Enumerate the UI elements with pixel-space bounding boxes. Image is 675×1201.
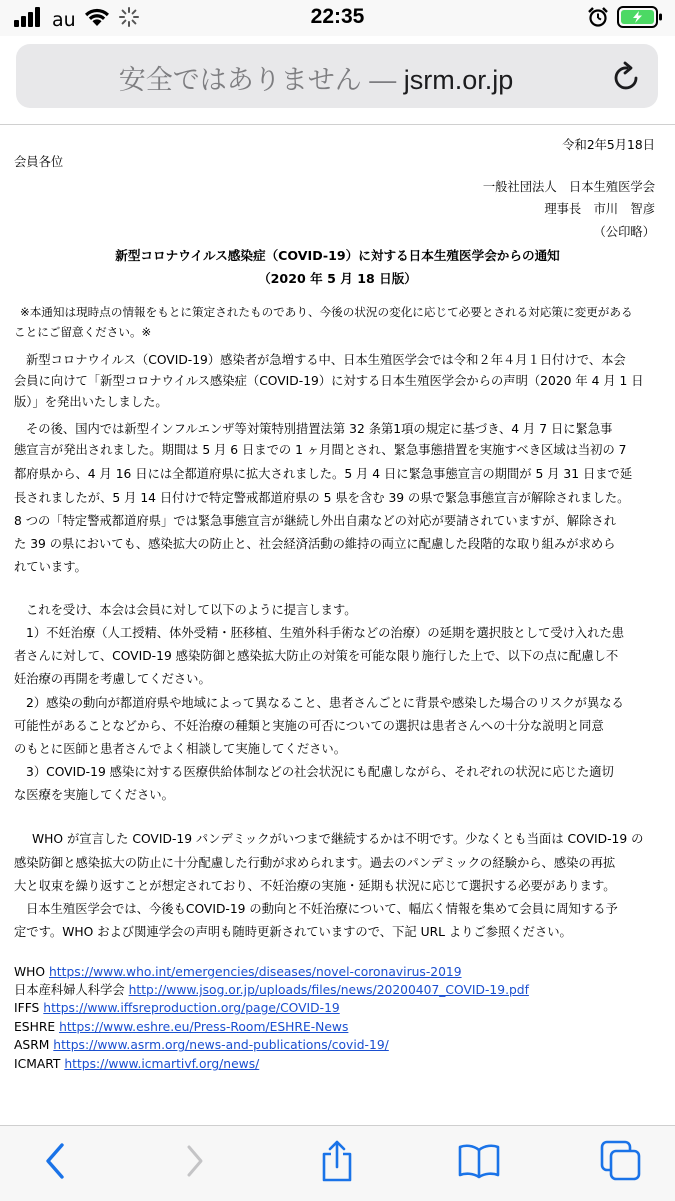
security-warning: 安全ではありません — — [118, 65, 404, 95]
paragraph-line: 日本生殖医学会では、今後もCOVID-19 の動向と不妊治療について、幅広く情報を集めて会員に周知する予 — [26, 902, 618, 916]
paragraph-line: 大と収束を繰り返すことが想定されており、不妊治療の実施・延期も状況に応じて選択する必要があります。 — [14, 879, 616, 893]
paragraph-line: 新型コロナウイルス（COVID-19）感染者が急増する中、日本生殖医学会では令和２年４月１日付けで、本会 — [26, 353, 626, 367]
clock-time: 22:35 — [310, 5, 365, 28]
battery-icon — [617, 6, 663, 32]
book-icon — [457, 1142, 501, 1180]
sender-organization: 一般社団法人 日本生殖医学会 — [482, 180, 655, 194]
reference-link[interactable]: https://www.who.int/emergencies/diseases/novel-coronavirus-2019 — [49, 965, 462, 979]
paragraph-line: 者さんに対して、COVID-19 感染防御と感染拡大防止の対策を可能な限り施行した上で、以下の点に配慮し不 — [14, 649, 619, 663]
disclaimer-line: ことにご留意ください。※ — [14, 325, 152, 339]
tabs-icon — [599, 1139, 643, 1183]
addressee: 会員各位 — [14, 155, 64, 169]
document-subtitle: （2020 年 5 月 18 日版） — [258, 271, 417, 286]
reference-eshre: ESHRE https://www.eshre.eu/Press-Room/ESHRE-News — [14, 1020, 349, 1034]
reference-link[interactable]: https://www.eshre.eu/Press-Room/ESHRE-News — [59, 1020, 349, 1034]
paragraph-line: WHO が宣言した COVID-19 パンデミックがいつまで継続するかは不明です。少なくとも当面は COVID-19 の — [32, 832, 644, 846]
reference-link[interactable]: https://www.asrm.org/news-and-publications/covid-19/ — [53, 1038, 389, 1052]
reference-jsog: 日本産科婦人科学会 http://www.jsog.or.jp/uploads/files/news/20200407_COVID-19.pdf — [14, 983, 529, 997]
share-button[interactable] — [312, 1138, 362, 1184]
paragraph-line: 会員に向けて「新型コロナウイルス感染症（COVID-19）に対する日本生殖医学会からの声明（2020 年 4 月 1 日 — [14, 374, 644, 388]
paragraph-line: な医療を実施してください。 — [14, 788, 174, 802]
reference-link[interactable]: https://www.icmartivf.org/news/ — [64, 1057, 260, 1071]
reference-link[interactable]: https://www.iffsreproduction.org/page/COVID-19 — [43, 1001, 340, 1015]
paragraph-line: 都府県から、4 月 16 日には全都道府県に拡大されました。5 月 4 日に緊急事態宣言の期間が 5 月 31 日まで延 — [14, 467, 633, 481]
bookmarks-button[interactable] — [454, 1138, 504, 1184]
reference-who: WHO https://www.who.int/emergencies/diseases/novel-coronavirus-2019 — [14, 965, 462, 979]
disclaimer-line: ※本通知は現時点の情報をもとに策定されたものであり、今後の状況の変化に応じて必要とされる対応策に変更がある — [20, 305, 633, 319]
paragraph-line: これを受け、本会は会員に対して以下のように提言します。 — [26, 603, 357, 617]
chevron-right-icon — [180, 1141, 210, 1181]
paragraph-line: 長されましたが、5 月 14 日付けで特定警戒都道府県の 5 県を含む 39 の県で緊急事態宣言が解除されました。 — [14, 491, 630, 505]
browser-toolbar — [0, 1125, 675, 1201]
carrier-label: au — [52, 8, 76, 31]
document-page — [0, 125, 675, 1125]
chevron-left-icon — [40, 1141, 70, 1181]
reference-icmart: ICMART https://www.icmartivf.org/news/ — [14, 1057, 260, 1071]
paragraph-line: その後、国内では新型インフルエンザ等対策特別措置法第 32 条第1項の規定に基づき、4 月 7 日に緊急事 — [26, 422, 613, 436]
document-date: 令和2年5月18日 — [562, 138, 655, 152]
paragraph-line: れています。 — [14, 560, 87, 574]
paragraph-line: 妊治療の再開を考慮してください。 — [14, 672, 211, 686]
reload-icon[interactable] — [612, 60, 642, 96]
address-domain: jsrm.or.jp — [403, 65, 514, 95]
forward-button[interactable] — [170, 1138, 220, 1184]
tabs-button[interactable] — [596, 1138, 646, 1184]
paragraph-line: 感染防御と感染拡大の防止に十分配慮した行動が求められます。過去のパンデミックの経験から、感染の再拡 — [14, 856, 616, 870]
document-title: 新型コロナウイルス感染症（COVID-19）に対する日本生殖医学会からの通知 — [115, 248, 560, 263]
address-bar[interactable] — [16, 44, 658, 108]
sender-name: 理事長 市川 智彦 — [544, 202, 655, 216]
paragraph-line: 態宣言が発出されました。期間は 5 月 6 日までの 1 ヶ月間とされ、緊急事態措置を実施すべき区域は当初の 7 — [14, 443, 627, 457]
paragraph-line: 2）感染の動向が都道府県や地域によって異なること、患者さんごとに背景や感染した場合のリスクが異なる — [26, 696, 624, 710]
paragraph-line: 版）」を発出いたしました。 — [14, 395, 168, 409]
address-text[interactable] — [16, 58, 616, 97]
paragraph-line: 3）COVID-19 感染に対する医療供給体制などの社会状況にも配慮しながら、それぞれの状況に応じた適切 — [26, 765, 614, 779]
paragraph-line: 定です。WHO および関連学会の声明も随時更新されていますので、下記 URL よりご参照ください。 — [14, 925, 572, 939]
paragraph-line: のもとに医師と患者さんでよく相談して実施してください。 — [14, 742, 347, 756]
status-bar — [0, 0, 675, 36]
paragraph-line: 8 つの「特定警戒都道府県」では緊急事態宣言が継続し外出自粛などの対応が要請されていますが、解除され — [14, 514, 616, 528]
reference-link[interactable]: http://www.jsog.or.jp/uploads/files/news/20200407_COVID-19.pdf — [128, 983, 529, 997]
paragraph-line: た 39 の県においても、感染拡大の防止と、社会経済活動の維持の両立に配慮した段階的な取り組みが求めら — [14, 537, 616, 551]
seal-note: （公印略） — [593, 225, 655, 239]
back-button[interactable] — [30, 1138, 80, 1184]
reference-asrm: ASRM https://www.asrm.org/news-and-publications/covid-19/ — [14, 1038, 389, 1052]
paragraph-line: 可能性があることなどから、不妊治療の種類と実施の可否についての選択は患者さんへの十分な説明と同意 — [14, 719, 604, 733]
alarm-icon — [587, 6, 609, 32]
share-icon — [319, 1139, 355, 1183]
reference-iffs: IFFS https://www.iffsreproduction.org/page/COVID-19 — [14, 1001, 340, 1015]
paragraph-line: 1）不妊治療（人工授精、体外受精・胚移植、生殖外科手術などの治療）の延期を選択肢として受け入れた患 — [26, 626, 625, 640]
